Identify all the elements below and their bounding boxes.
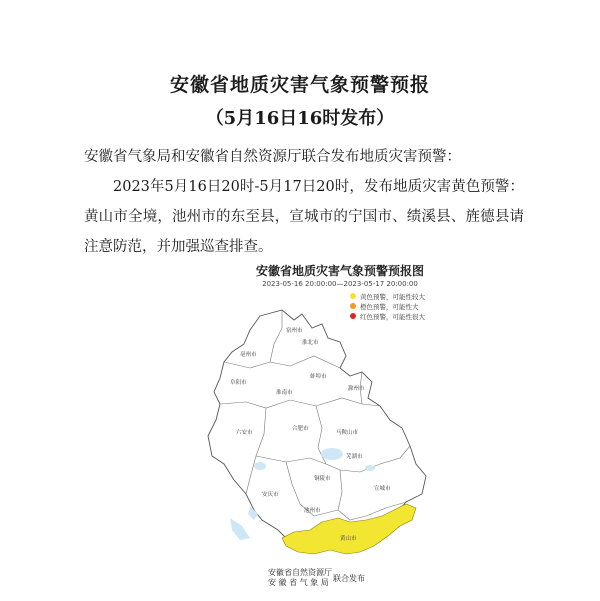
footer-joint-release: 联合发布 (333, 574, 365, 583)
city-label: 淮北市 (302, 340, 319, 346)
orange-dot-icon (350, 303, 356, 309)
city-label: 宿州市 (286, 328, 303, 334)
city-label: 六安市 (236, 430, 253, 436)
city-label: 亳州市 (240, 352, 257, 358)
footer-organizations (268, 568, 332, 588)
legend-label: 红色预警，可能性很大 (360, 312, 425, 321)
footer-org-1: 安徽省自然资源厅 (268, 568, 332, 577)
city-label: 安庆市 (262, 492, 279, 498)
legend-label: 橙色预警，可能性大 (360, 302, 419, 311)
legend-item-red (350, 311, 425, 321)
legend-item-orange (350, 301, 425, 311)
city-label: 蚌埠市 (310, 374, 327, 380)
city-label: 合肥市 (292, 426, 309, 432)
city-label: 马鞍山市 (336, 430, 359, 436)
map-title: 安徽省地质灾害气象预警预报图 (255, 264, 424, 278)
yellow-dot-icon (350, 293, 356, 299)
city-label: 黄山市 (340, 536, 357, 542)
intro-paragraph: 安徽省气象局和安徽省自然资源厅联合发布地质灾害预警： (84, 149, 461, 165)
red-dot-icon (350, 313, 356, 319)
page-subtitle: （5月16日16时发布） (205, 108, 395, 129)
footer-org-2: 安 徽 省 气 象 局 (268, 578, 329, 587)
city-label: 滁州市 (348, 386, 365, 392)
city-label: 铜陵市 (314, 476, 331, 482)
city-label: 芜湖市 (346, 454, 363, 460)
city-label: 池州市 (304, 508, 321, 514)
legend-label: 黄色预警，可能性较大 (360, 292, 425, 301)
province-map-svg (190, 258, 490, 598)
city-label: 阜阳市 (230, 380, 247, 386)
city-label: 淮南市 (276, 390, 293, 396)
warning-paragraph: 2023年5月16日20时-5月17日20时，发布地质灾害黄色预警：黄山市全境，池州市的东至县，宣城市的宁国市、绩溪县、旌德县请注意防范，并加强巡查排查。 (84, 179, 524, 255)
city-label: 宣城市 (374, 486, 391, 492)
map-date-range: 2023-05-16 20:00:00—2023-05-17 20:00:00 (262, 280, 418, 288)
warning-map (190, 258, 490, 598)
map-legend (350, 291, 425, 321)
page-title: 安徽省地质灾害气象预警预报 (169, 74, 430, 96)
legend-item-yellow (350, 291, 425, 301)
